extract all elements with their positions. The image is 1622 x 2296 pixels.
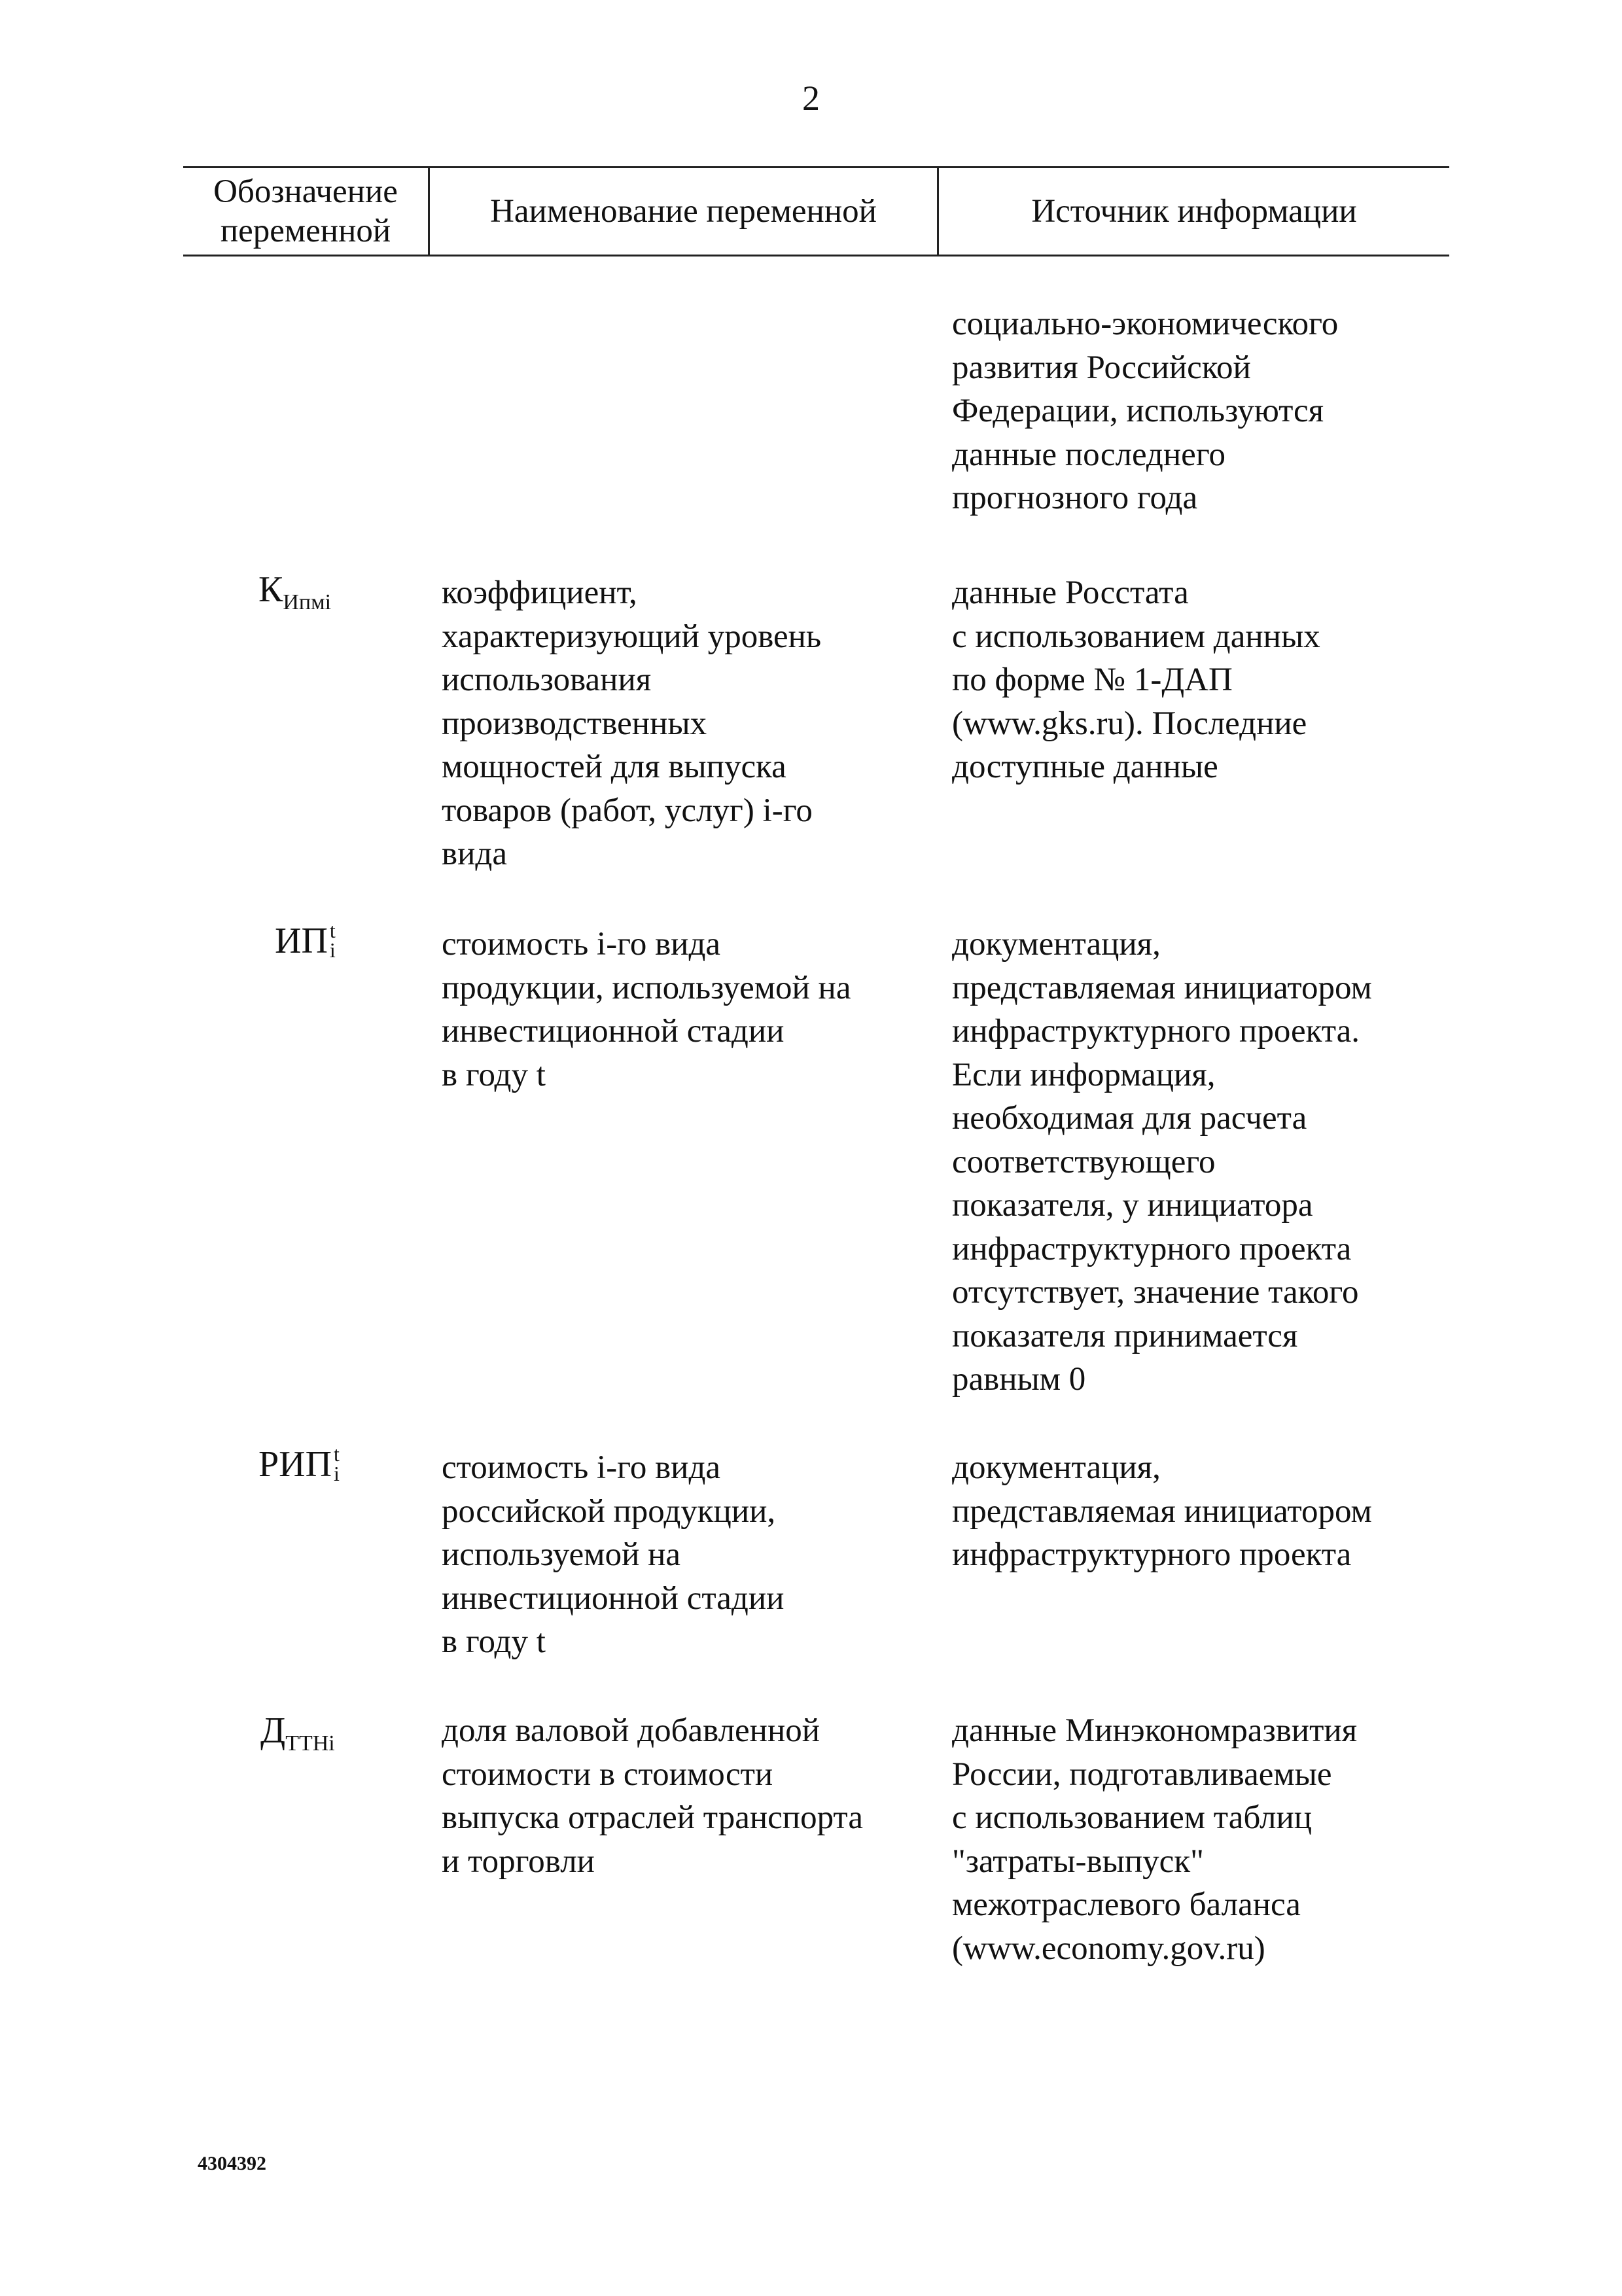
- row-4-source: данные Минэкономразвития России, подготавливаемые с использованием таблиц "затраты-выпуск" межотраслевого баланса (www.economy.gov.ru): [952, 1712, 1358, 1967]
- row-1-symbol-base: К: [258, 569, 283, 610]
- header-source: [937, 168, 1449, 255]
- row-2-symbol-sup: t: [329, 919, 336, 942]
- header-name-label: Наименование переменной: [490, 193, 877, 230]
- document-code: 4304392: [198, 2153, 266, 2174]
- row-4-symbol: [260, 1709, 335, 1757]
- row-3-symbol-sub: i: [334, 1462, 340, 1485]
- row-2-symbol-base: ИП: [275, 921, 328, 961]
- row-1-source: данные Росстата с использованием данных по форме № 1-ДАП (www.gks.ru). Последние доступные данные: [952, 574, 1320, 785]
- row-1-symbol: [258, 568, 331, 616]
- row-4-symbol-sub: ТТНi: [285, 1731, 335, 1756]
- page-number: 2: [802, 79, 820, 118]
- header-name: [428, 168, 937, 255]
- header-symbol: [183, 168, 428, 255]
- row-3-symbol-base: РИП: [258, 1444, 332, 1485]
- row-2-symbol-sub: i: [329, 938, 336, 962]
- row-3-description: стоимость i-го вида российской продукции, используемой на инвестиционной стадии в году t: [442, 1449, 785, 1660]
- row-3-symbol-sup: t: [334, 1442, 340, 1466]
- continuation-source: социально-экономического развития Российской Федерации, используются данные последнего прогнозного года: [952, 306, 1339, 516]
- row-4-symbol-base: Д: [260, 1710, 286, 1751]
- header-source-label: Источник информации: [1031, 193, 1357, 230]
- row-3-symbol: [258, 1443, 340, 1486]
- row-2-source: документация, представляемая инициатором инфраструктурного проекта. Если информация, необходимая для расчета соответствующего показателя, у инициатора инфраструктурного проекта отсутствует, значение такого показателя принимается равным 0: [952, 926, 1372, 1398]
- row-1-symbol-sub: Ипмi: [283, 590, 332, 614]
- row-3-source: документация, представляемая инициатором инфраструктурного проекта: [952, 1449, 1372, 1573]
- row-2-symbol: [275, 919, 336, 963]
- table-header: [183, 166, 1449, 256]
- row-2-description: стоимость i-го вида продукции, используемой на инвестиционной стадии в году t: [442, 926, 851, 1093]
- row-4-description: доля валовой добавленной стоимости в стоимости выпуска отраслей транспорта и торговли: [442, 1712, 863, 1880]
- row-1-description: коэффициент, характеризующий уровень использования производственных мощностей для выпуска товаров (работ, услуг) i-го вида: [442, 574, 822, 872]
- header-symbol-label: Обозначение переменной: [213, 173, 398, 249]
